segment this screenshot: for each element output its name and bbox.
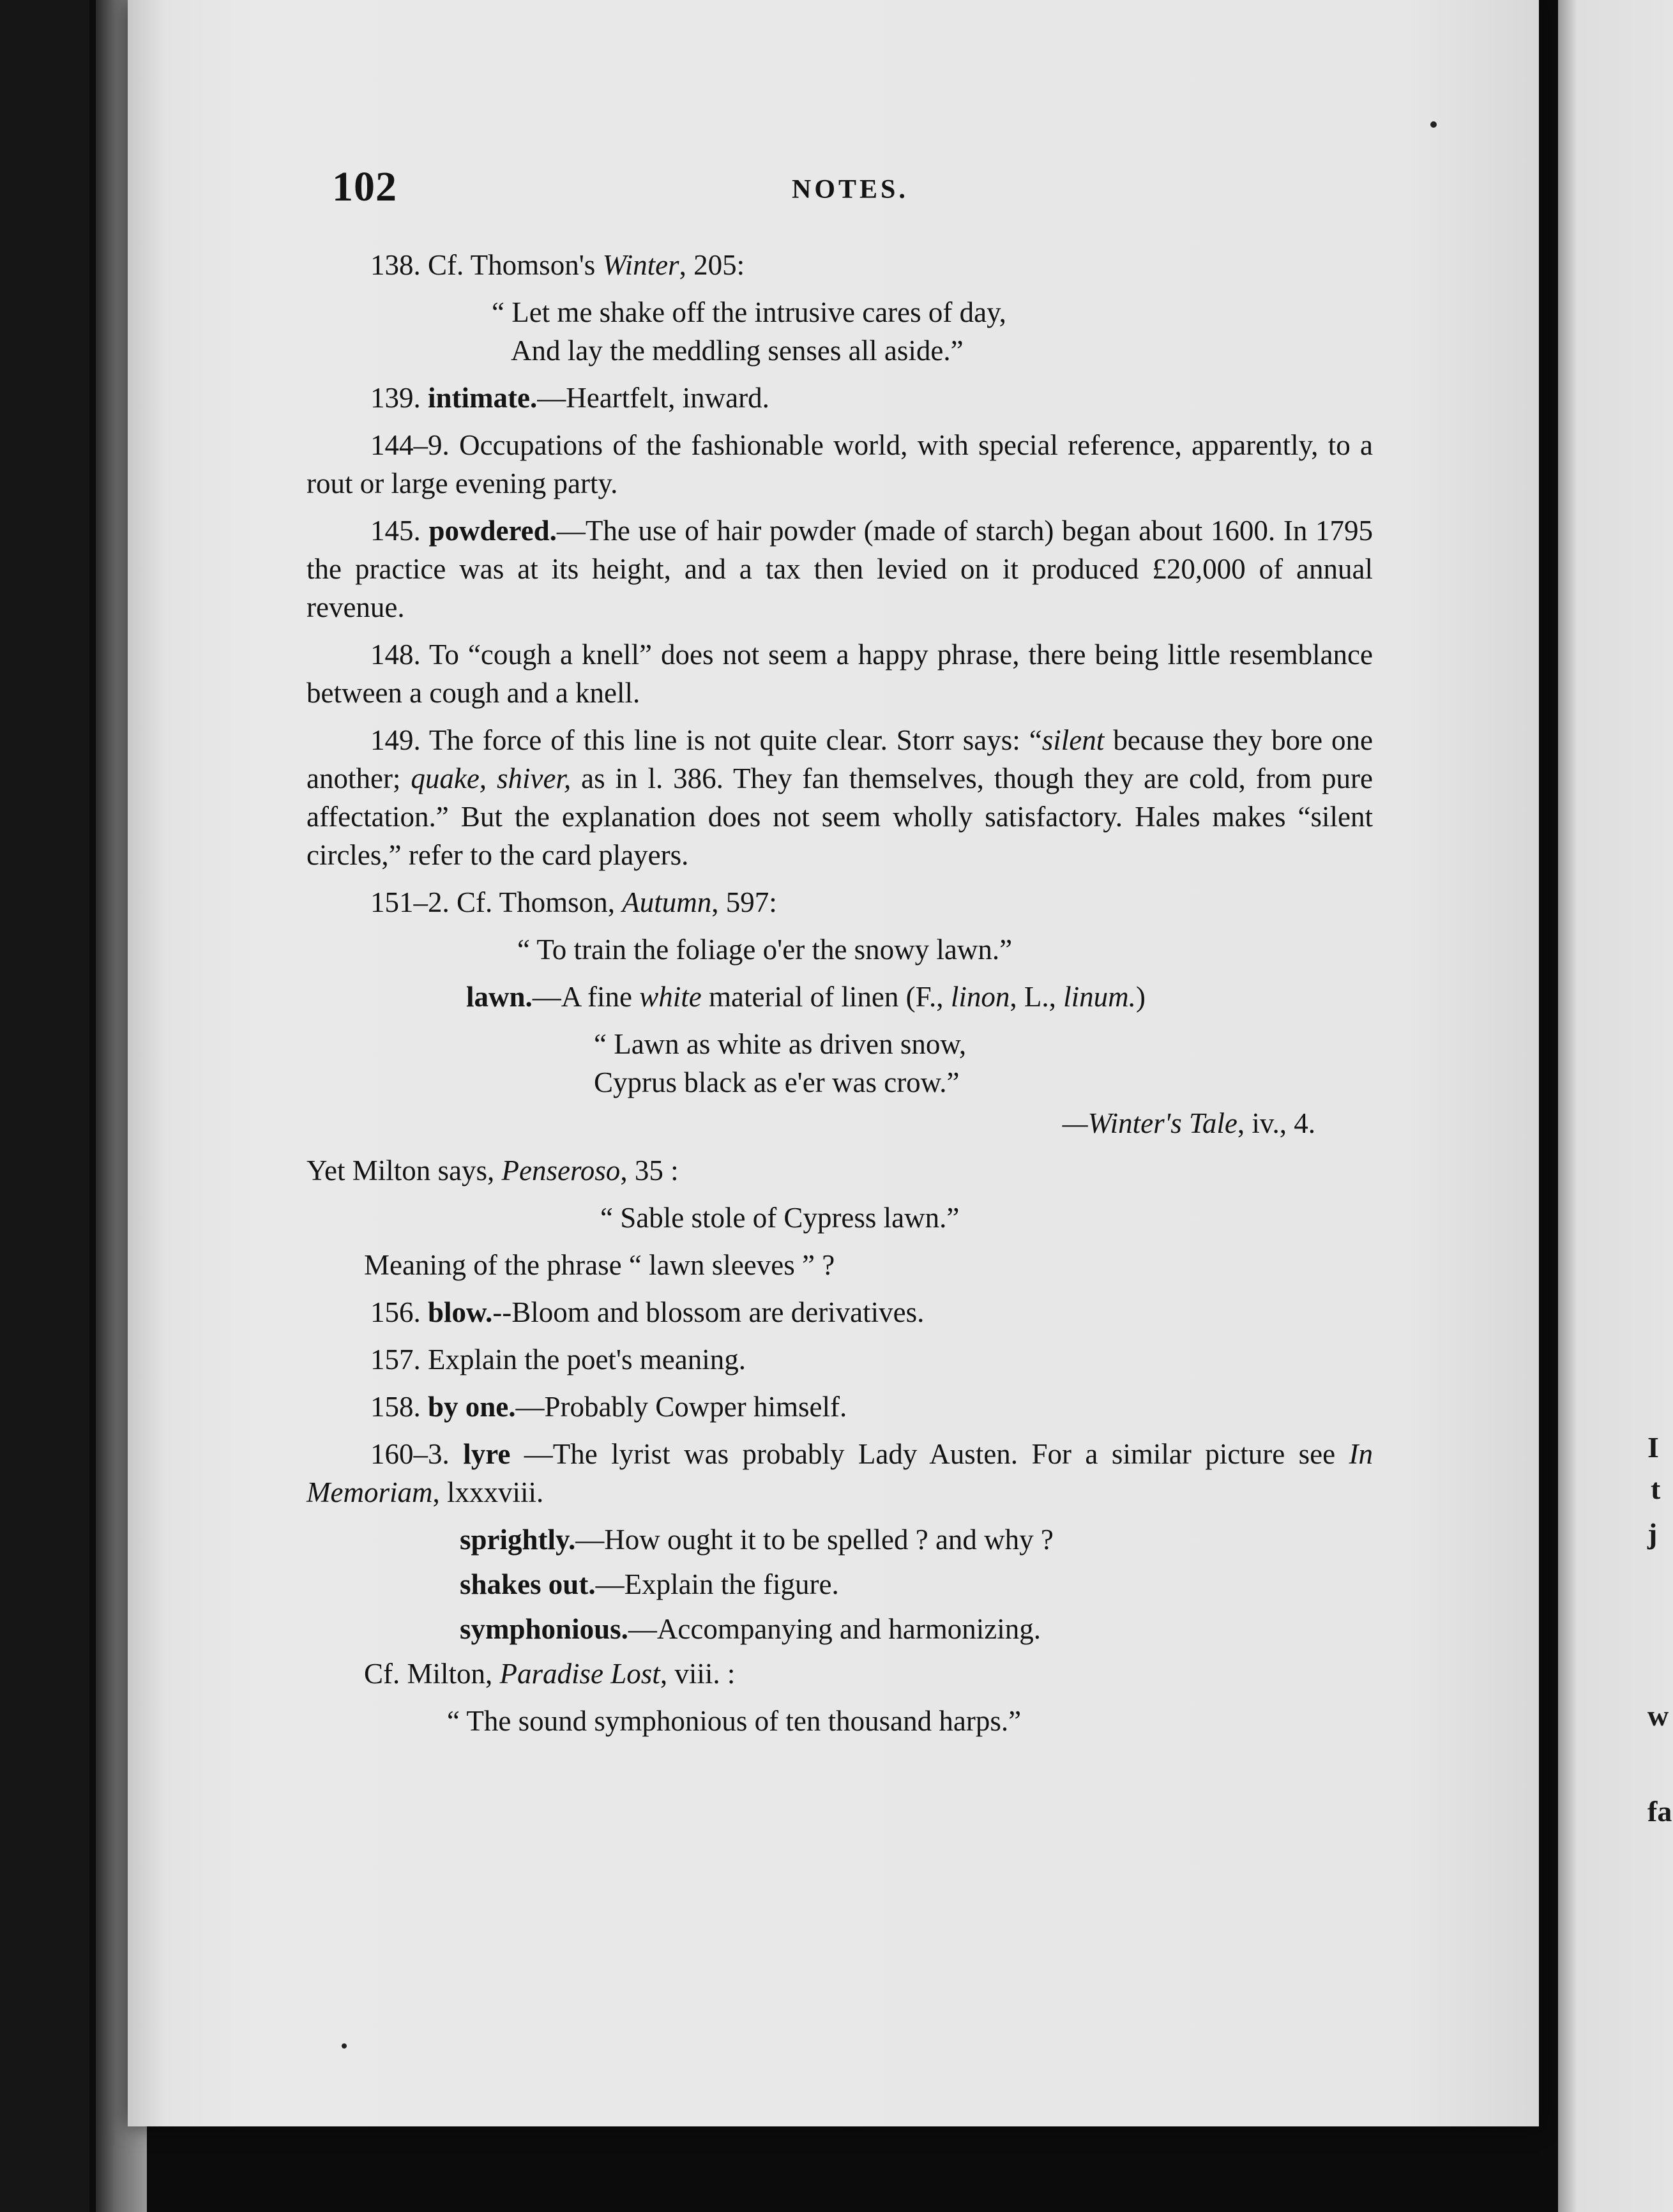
citation-winters-tale: —Winter's Tale, iv., 4. — [1062, 1107, 1315, 1139]
quotation-penseroso: “ Sable stole of Cypress lawn.” — [600, 1202, 960, 1234]
book-gutter — [0, 0, 89, 2212]
quotation-paradise-lost: “ The sound symphonious of ten thousand harps.” — [447, 1705, 1022, 1737]
note-151: 151–2. Cf. Thomson, Autumn, 597: — [370, 886, 777, 918]
note-milton-paradise-lost: Cf. Milton, Paradise Lost, viii. : — [364, 1658, 736, 1690]
question-lawn-sleeves: Meaning of the phrase “ lawn sleeves ” ? — [364, 1249, 835, 1281]
note-145: 145. powdered.—The use of hair powder (made of starch) began about 1600. In 1795 the practice was at its height, and a tax then levied on it produced £20,000 of annual revenue. — [307, 515, 1374, 623]
facing-fragment: j — [1647, 1517, 1658, 1550]
note-milton-penseroso: Yet Milton says, Penseroso, 35 : — [307, 1155, 679, 1186]
note-lawn: lawn.—A fine white material of linen (F., linon, L., linum.) — [466, 981, 1146, 1013]
scan-speck — [1430, 121, 1437, 128]
page-header — [332, 163, 1379, 208]
note-160: 160–3. lyre —The lyrist was probably Lady Austen. For a similar picture see In Memoriam, lxxxviii. — [307, 1438, 1374, 1508]
note-symphonious: symphonious.—Accompanying and harmonizing. — [460, 1613, 1041, 1645]
note-149: 149. The force of this line is not quite clear. Storr says: “silent because they bore one another; quake, shiver, as in l. 386. They fan themselves, though they are cold, from pure affectation.” But the explanation does not seem wholly satisfactory. Hales makes “silent circles,” refer to the card players. — [307, 724, 1374, 871]
quotation-winters-tale: “ Lawn as white as driven snow, Cyprus black as e'er was crow.” — [594, 1028, 967, 1098]
note-157: 157. Explain the poet's meaning. — [370, 1344, 746, 1375]
scan-speck — [342, 2043, 347, 2049]
running-title: NOTES. — [792, 175, 909, 204]
page-number: 102 — [332, 163, 397, 210]
note-144: 144–9. Occupations of the fashionable world, with special reference, apparently, to a rout or large evening party. — [307, 429, 1374, 499]
facing-fragment: fa — [1647, 1795, 1672, 1828]
quotation-thomson-winter: “ Let me shake off the intrusive cares of day, And lay the meddling senses all aside.” — [492, 296, 1006, 367]
facing-fragment: t — [1651, 1473, 1661, 1505]
facing-fragment: w — [1647, 1699, 1669, 1732]
note-shakes-out: shakes out.—Explain the figure. — [460, 1568, 839, 1600]
facing-page-edge — [1558, 0, 1673, 2212]
note-148: 148. To “cough a knell” does not seem a happy phrase, there being little resemblance between a cough and a knell. — [307, 639, 1373, 709]
facing-fragment: I — [1647, 1431, 1659, 1464]
note-138: 138. Cf. Thomson's Winter, 205: — [370, 249, 745, 281]
note-158: 158. by one.—Probably Cowper himself. — [370, 1391, 847, 1423]
note-156: 156. blow.--Bloom and blossom are derivatives. — [370, 1296, 925, 1328]
note-139: 139. intimate.—Heartfelt, inward. — [370, 382, 769, 414]
quotation-thomson-autumn: “ To train the foliage o'er the snowy lawn.” — [517, 934, 1013, 966]
notes-body — [307, 246, 1373, 1749]
note-sprightly: sprightly.—How ought it to be spelled ? and why ? — [460, 1524, 1054, 1556]
